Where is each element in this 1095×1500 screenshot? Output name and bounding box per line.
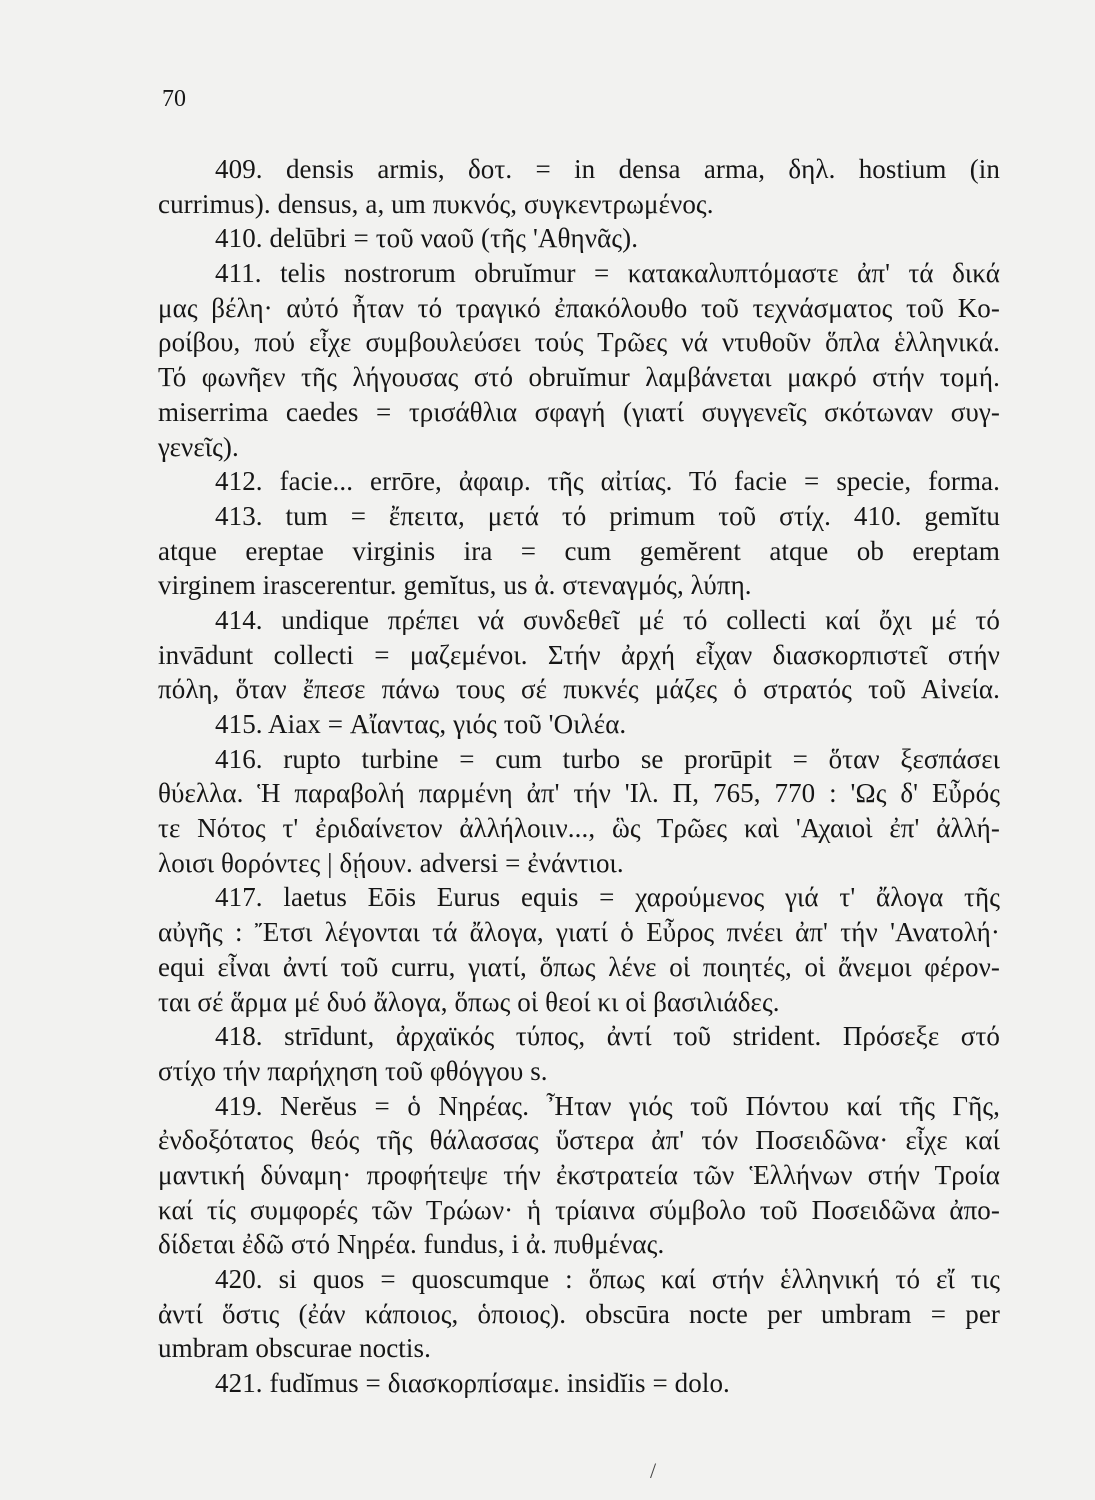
text-line: 421. fudĭmus = διασκορπίσαμε. insidĭis = dolo. [215, 1368, 730, 1399]
text-line: στίχο τήν παρήχηση τοῦ φθόγγου s. [158, 1055, 548, 1086]
text-line: γενεῖς). [158, 431, 239, 462]
text-line: δίδεται ἐδῶ στό Νηρέα. fundus, i ἀ. πυθμένας. [158, 1229, 665, 1260]
text-line: ἀντί ὅστις (ἐάν κάποιος, ὁποιος). obscūra nocte per umbram = per [158, 1298, 1000, 1329]
text-line: 416. rupto turbine = cum turbo se prorūpit = ὅταν ξεσπάσει [215, 743, 1000, 774]
text-line: αὐγῆς : Ἔτσι λέγονται τά ἄλογα, γιατί ὁ Εὖρος πνέει ἀπ' τήν 'Ανατολή· [158, 917, 1000, 948]
text-line: 414. undique πρέπει νά συνδεθεῖ μέ τό collecti καί ὄχι μέ τό [215, 604, 1000, 635]
text-line: καί τίς συμφορές τῶν Τρώων· ἡ τρίαινα σύμβολο τοῦ Ποσειδῶνα ἀπο- [158, 1194, 1000, 1225]
text-line: invādunt collecti = μαζεμένοι. Στήν ἀρχή εἶχαν διασκορπιστεῖ στήν [158, 639, 1000, 670]
text-line: ροίβου, πού εἶχε συμβουλεύσει τούς Τρῶες νά ντυθοῦν ὅπλα ἑλληνικά. [158, 327, 1000, 358]
text-line: 409. densis armis, δοτ. = in densa arma, δηλ. hostium (in [215, 154, 1000, 184]
text-line: 419. Nerĕus = ὁ Νηρέας. Ἦταν γιός τοῦ Πόντου καί τῆς Γῆς, [215, 1090, 1000, 1121]
text-line: 417. laetus Eōis Eurus equis = χαρούμενος γιά τ' ἄλογα τῆς [215, 882, 1000, 913]
text-line: Τό φωνῆεν τῆς λήγουσας στό obruĭmur λαμβάνεται μακρό στήν τομή. [158, 362, 1000, 393]
text-line: ἐνδοξότατος θεός τῆς θάλασσας ὕστερα ἀπ' τόν Ποσειδῶνα· εἶχε καί [158, 1125, 1000, 1156]
text-line: equi εἶναι ἀντί τοῦ curru, γιατί, ὅπως λένε οἱ ποιητές, οἱ ἄνεμοι φέρον- [158, 951, 1000, 982]
text-line: currimus). densus, a, um πυκνός, συγκεντρωμένος. [158, 188, 714, 219]
text-line: 415. Aiax = Αἴαντας, γιός τοῦ 'Οιλέα. [215, 709, 627, 739]
text-line: μας βέλη· αὐτό ἦταν τό τραγικό ἐπακόλουθο τοῦ τεχνάσματος τοῦ Κο- [158, 292, 1000, 323]
text-line: virginem irascerentur. gemĭtus, us ἀ. στεναγμός, λύπη. [158, 570, 752, 601]
text-line: πόλη, ὅταν ἔπεσε πάνω τους σέ πυκνές μάζες ὁ στρατός τοῦ Αἰνεία. [158, 674, 1000, 705]
page-number: 70 [162, 86, 186, 112]
text-line: μαντική δύναμη· προφήτεψε τήν ἐκστρατεία τῶν Ἑλλήνων στήν Τροία [158, 1159, 1000, 1190]
text-line: τε Νότος τ' ἐριδαίνετον ἀλλήλοιιν..., ὣς Τρῶες καὶ 'Αχαιοὶ ἐπ' ἀλλή- [158, 813, 1000, 844]
text-line: 411. telis nostrorum obruĭmur = κατακαλυπτόμαστε ἀπ' τά δικά [215, 258, 1000, 289]
text-line: 420. si quos = quoscumque : ὅπως καί στήν ἑλληνική τό εἴ τις [215, 1264, 1000, 1294]
text-line: atque ereptae virginis ira = cum gemĕrent atque ob ereptam [158, 535, 1000, 566]
text-line: 413. tum = ἔπειτα, μετά τό primum τοῦ στίχ. 410. gemĭtu [215, 500, 1000, 531]
text-line: 410. delūbri = τοῦ ναοῦ (τῆς 'Αθηνᾶς). [215, 223, 639, 254]
text-line: miserrima caedes = τρισάθλια σφαγή (γιατί συγγενεῖς σκότωναν συγ- [158, 396, 1000, 427]
text-line: 418. strīdunt, ἀρχαϊκός τύπος, ἀντί τοῦ strident. Πρόσεξε στό [215, 1021, 1000, 1052]
text-line: 412. facie... errōre, ἀφαιρ. τῆς αἰτίας. Τό facie = specie, forma. [215, 466, 1000, 497]
stray-mark: / [650, 1458, 657, 1483]
text-line: ται σέ ἅρμα μέ δυό ἄλογα, ὅπως οἱ θεοί κι οἱ βασιλιάδες. [158, 986, 780, 1017]
text-line: λοισι θορόντες | δῄουν. adversi = ἐνάντιοι. [158, 847, 624, 878]
text-line: θύελλα. Ἡ παραβολή παρμένη ἀπ' τήν 'Ιλ. Π, 765, 770 : 'Ως δ' Εὖρός [158, 778, 1000, 809]
text-body [158, 152, 1000, 1401]
text-line: umbram obscurae noctis. [158, 1333, 431, 1364]
